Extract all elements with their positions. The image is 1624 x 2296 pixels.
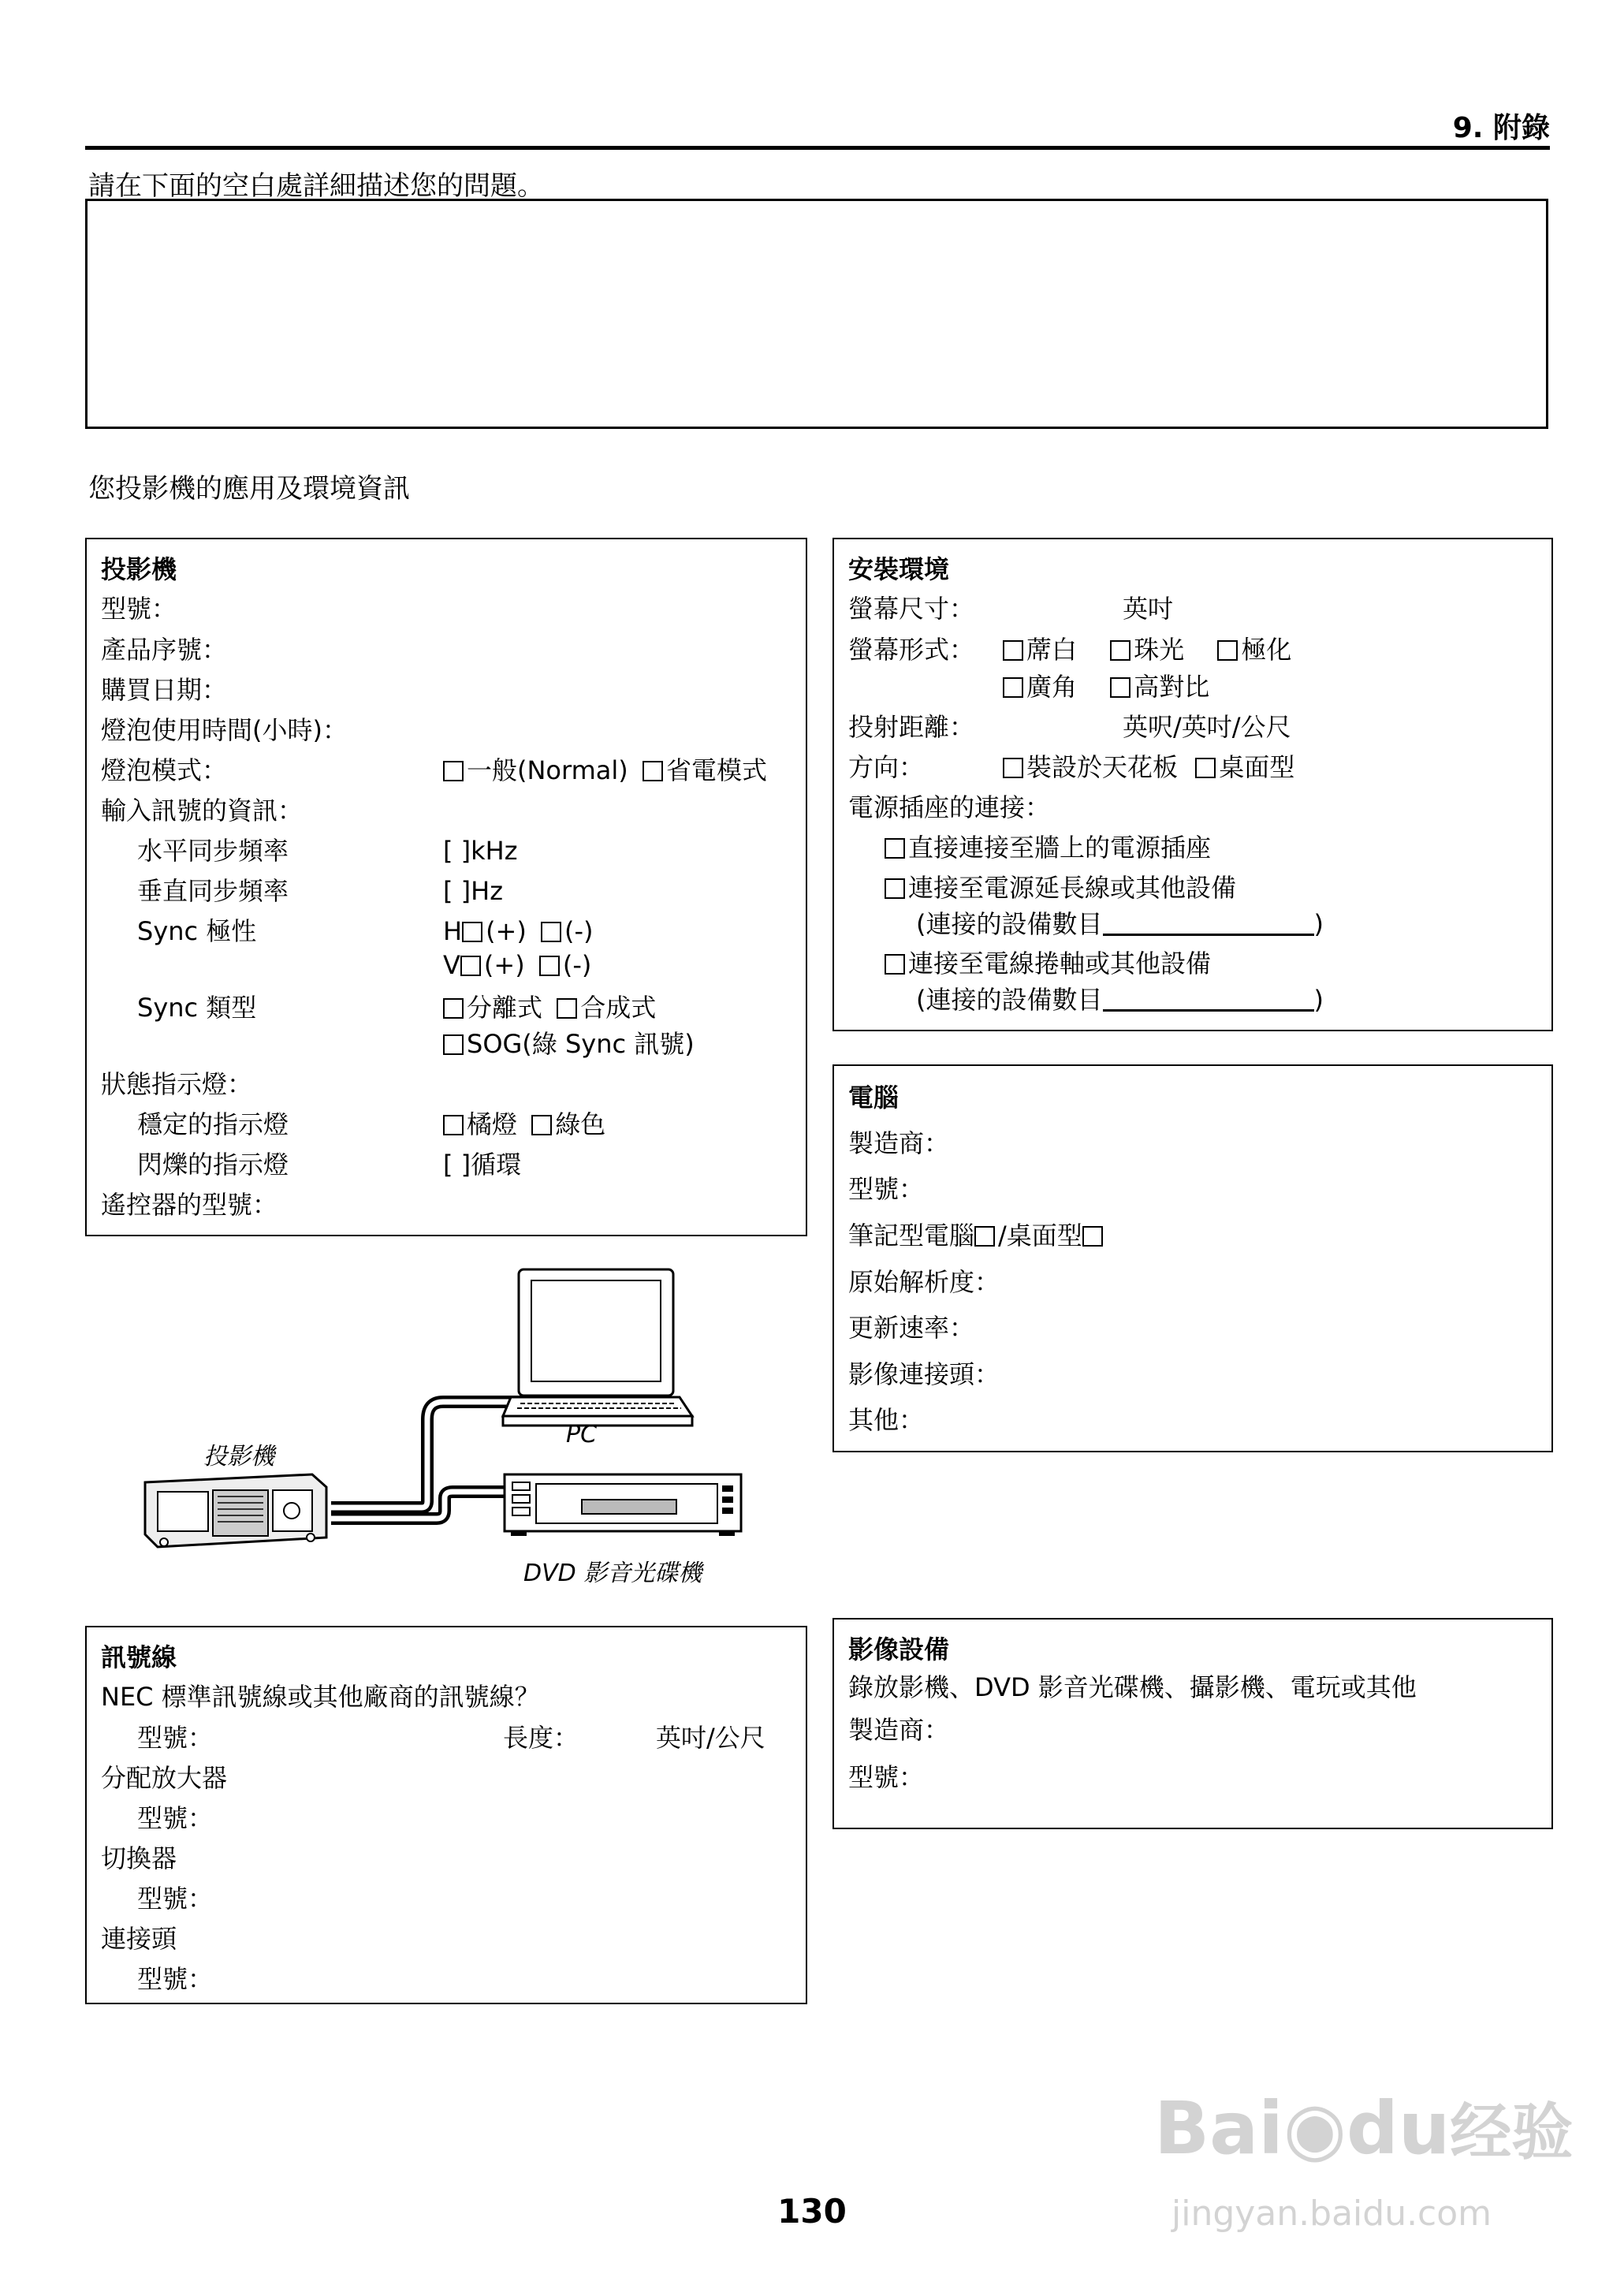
checkbox-eco[interactable] [643, 761, 663, 781]
header-rule [85, 146, 1550, 150]
checkbox-v-minus[interactable] [539, 956, 560, 976]
computer-type [848, 1223, 1106, 1248]
watermark-logo [1154, 2083, 1573, 2171]
count-suffix: ) [1313, 909, 1324, 939]
label-separate: 分離式 [467, 993, 543, 1023]
count-prefix: (連接的設備數目 [916, 985, 1103, 1015]
computer-model: 型號： [848, 1174, 925, 1204]
watermark-cn: 经验 [1450, 2097, 1574, 2168]
v-sync-freq-label: 垂直同步頻率 [137, 876, 289, 906]
h-label: H [443, 916, 463, 946]
checkbox-ext[interactable] [885, 878, 905, 899]
count-suffix: ) [1313, 985, 1324, 1015]
projector-serial: 產品序號： [101, 635, 228, 665]
cable-model: 型號： [137, 1723, 214, 1753]
minus-label: (-) [562, 950, 592, 980]
h-sync-freq-value: [ ]kHz [443, 836, 518, 866]
blinking-cycle-value: [ ]循環 [443, 1150, 522, 1180]
watermark-url: jingyan.baidu.com [1171, 2194, 1492, 2234]
switcher-model: 型號： [137, 1884, 214, 1914]
checkbox-wide[interactable] [1003, 677, 1023, 698]
sync-type-options [443, 993, 657, 1023]
label-matte: 蓆白 [1026, 635, 1078, 665]
laptop-icon [503, 1269, 692, 1426]
label-green: 綠色 [555, 1109, 606, 1139]
lamp-mode-options [443, 755, 767, 785]
screen-type-label: 螢幕形式： [848, 635, 975, 665]
problem-description-box[interactable] [85, 199, 1548, 429]
installation-title: 安裝環境 [848, 554, 950, 584]
h-sync-freq-label: 水平同步頻率 [137, 836, 289, 866]
sync-polarity-v [443, 952, 591, 978]
switcher-label: 切換器 [101, 1843, 177, 1873]
screen-type-row1 [1003, 635, 1292, 665]
outlet-reel [885, 951, 1211, 976]
pc-caption: PC [566, 1421, 598, 1448]
label-normal: 一般(Normal) [467, 755, 628, 785]
cable-length: 長度： [503, 1723, 579, 1753]
screen-size-label: 螢幕尺寸： [848, 594, 975, 624]
ext-count-blank[interactable] [1103, 913, 1314, 936]
amp-model: 型號： [137, 1803, 214, 1833]
problem-intro: 請在下面的空白處詳細描述您的問題。 [88, 170, 544, 202]
v-label: V [443, 950, 460, 980]
dvd-player-icon [505, 1474, 741, 1536]
minus-label: (-) [564, 916, 594, 946]
page-number: 130 [777, 2192, 847, 2231]
checkbox-orange[interactable] [443, 1115, 464, 1135]
plus-label: (+) [483, 950, 525, 980]
outlet-ext [885, 873, 1237, 903]
orientation-label: 方向： [848, 752, 925, 782]
computer-refresh: 更新速率： [848, 1313, 975, 1343]
watermark-brand2: du [1347, 2086, 1451, 2171]
computer-connector: 影像連接頭： [848, 1359, 1000, 1389]
orientation-options [1003, 752, 1295, 782]
ext-count [916, 911, 1324, 937]
sync-type-sog [443, 1031, 695, 1057]
installation-box [832, 538, 1553, 1031]
checkbox-desktop[interactable] [1082, 1226, 1103, 1247]
label-composite: 合成式 [580, 993, 657, 1023]
checkbox-sog[interactable] [443, 1034, 464, 1055]
checkbox-reel[interactable] [885, 954, 905, 975]
v-sync-freq-value: [ ]Hz [443, 876, 503, 906]
checkbox-composite[interactable] [557, 998, 577, 1019]
projector-lamp-hours: 燈泡使用時間(小時)： [101, 715, 348, 745]
checkbox-matte[interactable] [1003, 640, 1023, 661]
video-model: 型號： [848, 1762, 925, 1792]
amp-label: 分配放大器 [101, 1763, 228, 1793]
computer-other: 其他： [848, 1405, 925, 1435]
screen-size-unit: 英吋 [1123, 594, 1174, 624]
label-ext: 連接至電源延長線或其他設備 [908, 873, 1237, 903]
blinking-indicator-label: 閃爍的指示燈 [137, 1150, 289, 1180]
connection-diagram [118, 1262, 765, 1593]
projector-icon [145, 1474, 326, 1547]
projector-purchase-date: 購買日期： [101, 675, 228, 705]
computer-resolution: 原始解析度： [848, 1267, 1000, 1297]
label-orange: 橘燈 [467, 1109, 518, 1139]
checkbox-h-minus[interactable] [541, 922, 561, 942]
reel-count-blank[interactable] [1103, 989, 1314, 1012]
label-wide: 廣角 [1026, 672, 1078, 702]
projector-lamp-mode: 燈泡模式： [101, 755, 228, 785]
checkbox-direct[interactable] [885, 838, 905, 859]
label-sog: SOG(綠 Sync 訊號) [467, 1029, 695, 1059]
label-notebook: 筆記型電腦 [848, 1221, 975, 1250]
chapter-title: 9. 附錄 [1452, 112, 1550, 144]
dvd-caption: DVD 影音光碟機 [523, 1560, 702, 1587]
distance-label: 投射距離： [848, 712, 975, 742]
plus-label: (+) [486, 916, 527, 946]
adapter-label: 連接頭 [101, 1924, 177, 1954]
steady-options [443, 1109, 606, 1139]
paw-icon: ◉ [1283, 2086, 1347, 2171]
cable-length-unit: 英吋/公尺 [656, 1723, 765, 1753]
steady-indicator-label: 穩定的指示燈 [137, 1109, 289, 1139]
checkbox-normal[interactable] [443, 761, 464, 781]
outlet-direct [885, 833, 1212, 863]
label-beads: 珠光 [1134, 635, 1185, 665]
projector-title: 投影機 [101, 554, 177, 584]
label-high-contrast: 高對比 [1134, 672, 1210, 702]
signal-cable-box [85, 1626, 807, 2004]
label-desktop: /桌面型 [998, 1221, 1082, 1250]
checkbox-ceiling[interactable] [1003, 758, 1023, 778]
environment-title: 您投影機的應用及環境資訊 [88, 473, 410, 505]
sync-polarity-label: Sync 極性 [137, 916, 257, 946]
cable-title: 訊號線 [101, 1642, 177, 1672]
checkbox-desk[interactable] [1195, 758, 1216, 778]
input-signal-info: 輸入訊號的資訊： [101, 796, 304, 826]
projector-model: 型號： [101, 594, 177, 624]
video-title: 影像設備 [848, 1634, 950, 1664]
status-indicator-label: 狀態指示燈： [101, 1069, 253, 1099]
reel-count [916, 985, 1324, 1015]
count-prefix: (連接的設備數目 [916, 909, 1103, 939]
checkbox-beads[interactable] [1110, 640, 1130, 661]
computer-title: 電腦 [848, 1083, 900, 1113]
remote-model-label: 遙控器的型號： [101, 1190, 278, 1220]
checkbox-h-plus[interactable] [462, 922, 482, 942]
video-desc: 錄放影機、DVD 影音光碟機、攝影機、電玩或其他 [848, 1672, 1417, 1702]
computer-maker: 製造商： [848, 1128, 950, 1158]
checkbox-separate[interactable] [443, 998, 464, 1019]
label-desk: 桌面型 [1219, 752, 1295, 782]
watermark-brand: Bai [1154, 2086, 1283, 2171]
checkbox-polar[interactable] [1217, 640, 1238, 661]
screen-type-row2 [1003, 672, 1210, 702]
sync-type-label: Sync 類型 [137, 993, 257, 1023]
projector-caption: 投影機 [203, 1443, 274, 1470]
label-ceiling: 裝設於天花板 [1026, 752, 1179, 782]
label-direct: 直接連接至牆上的電源插座 [908, 833, 1212, 863]
checkbox-v-plus[interactable] [460, 956, 481, 976]
video-equipment-box [832, 1618, 1553, 1829]
cable-question: NEC 標準訊號線或其他廠商的訊號線？ [101, 1682, 540, 1712]
adapter-model: 型號： [137, 1964, 214, 1994]
video-maker: 製造商： [848, 1715, 950, 1745]
projector-box [85, 538, 807, 1236]
label-eco: 省電模式 [665, 755, 767, 785]
checkbox-green[interactable] [531, 1115, 552, 1135]
outlet-label: 電源插座的連接： [848, 792, 1051, 822]
checkbox-notebook[interactable] [974, 1226, 995, 1247]
computer-box [832, 1064, 1553, 1452]
sync-polarity-h [443, 916, 594, 946]
label-polar: 極化 [1241, 635, 1292, 665]
checkbox-high-contrast[interactable] [1110, 677, 1130, 698]
distance-unit: 英呎/英吋/公尺 [1123, 712, 1291, 742]
label-reel: 連接至電線捲軸或其他設備 [908, 949, 1212, 978]
